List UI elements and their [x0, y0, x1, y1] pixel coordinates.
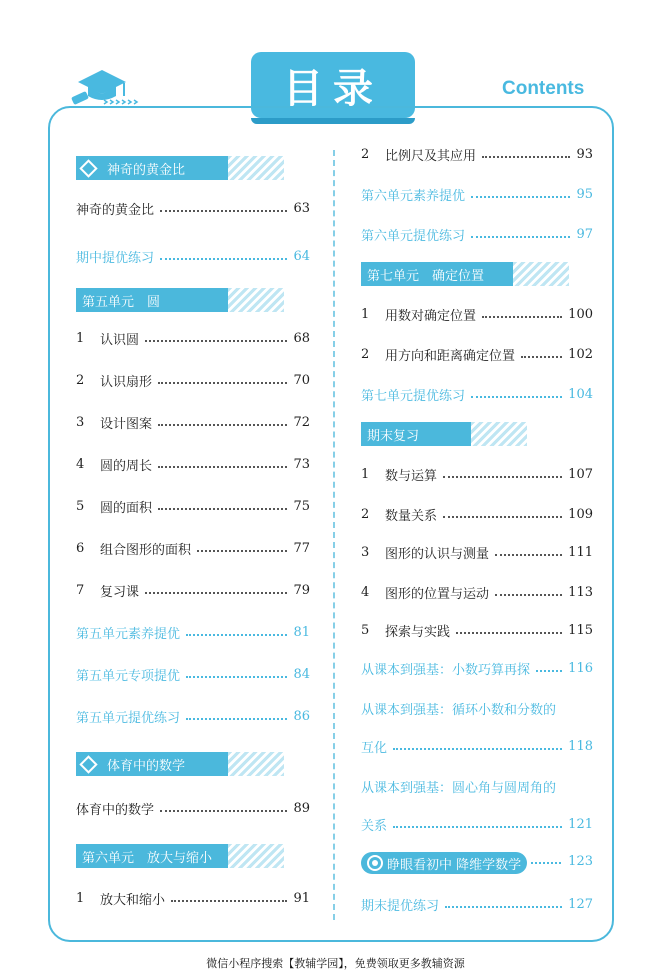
leader-dots — [471, 196, 570, 198]
leader-dots — [197, 550, 287, 552]
entry-label: 从课本到强基：小数巧算再探 — [361, 662, 531, 678]
page-title: 目录 — [251, 52, 415, 118]
entry-label: 互化 — [361, 740, 388, 756]
toc-entry[interactable] — [361, 504, 593, 524]
entry-label: 圆的面积 — [100, 500, 153, 516]
toc-entry[interactable] — [76, 622, 310, 642]
leader-dots — [393, 748, 562, 750]
entry-number: 4 — [361, 584, 370, 600]
footer-note: 微信小程序搜索【教辅学园】，免费领取更多教辅资源 — [206, 957, 465, 970]
toc-entry[interactable] — [361, 304, 593, 324]
entry-label: 放大和缩小 — [100, 892, 166, 908]
leader-dots — [158, 466, 287, 468]
page-number: 121 — [568, 816, 593, 832]
leader-dots — [471, 396, 562, 398]
toc-entry[interactable] — [361, 814, 593, 834]
page-number: 79 — [293, 582, 310, 598]
leader-dots — [471, 236, 570, 238]
entry-number: 1 — [361, 306, 370, 322]
entry-number: 2 — [361, 346, 370, 362]
page-number: 70 — [293, 372, 310, 388]
entry-label: 第五单元专项提优 — [76, 668, 181, 684]
leader-dots — [443, 476, 562, 478]
diamond-icon — [79, 755, 97, 773]
leader-dots — [482, 316, 562, 318]
toc-entry-pill[interactable] — [361, 852, 593, 874]
leader-dots — [495, 554, 562, 556]
toc-entry[interactable] — [76, 328, 310, 348]
toc-entry[interactable] — [361, 144, 593, 164]
toc-entry[interactable] — [76, 798, 310, 818]
toc-entry[interactable] — [76, 246, 310, 266]
page-number: 93 — [576, 146, 593, 162]
toc-entry[interactable] — [361, 582, 593, 602]
toc-entry[interactable] — [76, 538, 310, 558]
toc-entry[interactable] — [361, 224, 593, 244]
contents-label: Contents — [502, 78, 585, 99]
entry-label: 关系 — [361, 818, 388, 834]
section-header — [76, 288, 228, 312]
section-header — [361, 422, 471, 446]
leader-dots — [158, 508, 287, 510]
entry-label: 第七单元提优练习 — [361, 388, 466, 404]
entry-label: 图形的位置与运动 — [385, 586, 490, 602]
page-number: 73 — [293, 456, 310, 472]
toc-entry[interactable] — [76, 496, 310, 516]
leader-dots — [160, 810, 287, 812]
entry-number: 4 — [76, 456, 85, 472]
leader-dots — [160, 258, 287, 260]
page-number: 91 — [293, 890, 310, 906]
entry-number: 6 — [76, 540, 85, 556]
leader-dots — [495, 594, 562, 596]
leader-dots — [186, 676, 287, 678]
page-number: 113 — [568, 584, 593, 600]
toc-entry[interactable] — [76, 412, 310, 432]
entry-number: 1 — [76, 330, 85, 346]
leader-dots — [482, 156, 570, 158]
toc-entry[interactable] — [361, 464, 593, 484]
column-divider — [333, 150, 335, 920]
toc-entry[interactable] — [76, 580, 310, 600]
entry-number: 5 — [361, 622, 370, 638]
page-number: 68 — [293, 330, 310, 346]
section-hatch-decoration — [471, 422, 527, 446]
leader-dots — [531, 862, 561, 864]
toc-entry[interactable] — [76, 888, 310, 908]
toc-entry[interactable] — [361, 698, 593, 718]
toc-entry[interactable] — [361, 736, 593, 756]
leader-dots — [171, 900, 287, 902]
page-number: 72 — [293, 414, 310, 430]
section-hatch-decoration — [228, 156, 284, 180]
leader-dots — [186, 634, 287, 636]
entry-label: 第六单元提优练习 — [361, 228, 466, 244]
toc-entry[interactable] — [361, 776, 593, 796]
entry-label: 从课本到强基：圆心角与圆周角的 — [361, 780, 557, 796]
section-title: 第五单元 圆 — [82, 294, 161, 310]
section-title: 体育中的数学 — [107, 758, 186, 774]
toc-entry[interactable] — [76, 664, 310, 684]
page-number: 75 — [293, 498, 310, 514]
leader-dots — [145, 592, 287, 594]
pill-label: 睁眼看初中 降维学数学 — [387, 857, 522, 873]
toc-entry[interactable] — [361, 658, 593, 678]
toc-entry[interactable] — [76, 198, 310, 218]
page-number: 107 — [568, 466, 593, 482]
leader-dots — [145, 340, 287, 342]
section-hatch-decoration — [228, 844, 284, 868]
leader-dots — [393, 826, 562, 828]
pill-badge — [361, 852, 527, 874]
entry-label: 期末提优练习 — [361, 898, 440, 914]
leader-dots — [445, 906, 562, 908]
page-number: 109 — [568, 506, 593, 522]
section-header — [76, 156, 228, 180]
entry-number: 2 — [361, 146, 370, 162]
leader-dots — [536, 670, 562, 672]
entry-label: 体育中的数学 — [76, 802, 155, 818]
entry-label: 探索与实践 — [385, 624, 451, 640]
section-header — [361, 262, 513, 286]
page-number: 115 — [568, 622, 593, 638]
page-number: 81 — [293, 624, 310, 640]
entry-label: 认识圆 — [100, 332, 140, 348]
toc-entry[interactable] — [361, 344, 593, 364]
entry-number: 3 — [361, 544, 370, 560]
page-number: 104 — [568, 386, 593, 402]
toc-entry[interactable] — [361, 894, 593, 914]
entry-label: 用数对确定位置 — [385, 308, 477, 324]
entry-label: 用方向和距离确定位置 — [385, 348, 516, 364]
entry-label: 圆的周长 — [100, 458, 153, 474]
page-number: 127 — [568, 896, 593, 912]
toc-entry[interactable] — [76, 706, 310, 726]
section-title: 期末复习 — [367, 428, 420, 444]
graduation-cap-icon — [70, 66, 150, 110]
entry-label: 第五单元素养提优 — [76, 626, 181, 642]
section-hatch-decoration — [228, 752, 284, 776]
entry-label: 第六单元素养提优 — [361, 188, 466, 204]
entry-number: 7 — [76, 582, 85, 598]
entry-label: 数量关系 — [385, 508, 438, 524]
page-number: 95 — [576, 186, 593, 202]
toc-entry[interactable] — [361, 384, 593, 404]
leader-dots — [521, 356, 562, 358]
leader-dots — [456, 632, 562, 634]
entry-label: 设计图案 — [100, 416, 153, 432]
toc-entry[interactable] — [76, 454, 310, 474]
entry-label: 组合图形的面积 — [100, 542, 192, 558]
entry-label: 神奇的黄金比 — [76, 202, 155, 218]
leader-dots — [160, 210, 287, 212]
page-number: 86 — [293, 708, 310, 724]
section-title: 第七单元 确定位置 — [367, 268, 485, 284]
entry-label: 图形的认识与测量 — [385, 546, 490, 562]
toc-entry[interactable] — [361, 542, 593, 562]
diamond-icon — [79, 159, 97, 177]
leader-dots — [158, 424, 287, 426]
toc-entry[interactable] — [361, 620, 593, 640]
entry-label: 复习课 — [100, 584, 140, 600]
toc-entry[interactable] — [76, 370, 310, 390]
entry-number: 3 — [76, 414, 85, 430]
leader-dots — [186, 718, 287, 720]
section-hatch-decoration — [228, 288, 284, 312]
section-header — [76, 844, 228, 868]
page-number: 118 — [568, 738, 593, 754]
leader-dots — [443, 516, 562, 518]
page-number: 100 — [568, 306, 593, 322]
page-number: 123 — [568, 854, 593, 869]
page-number: 77 — [293, 540, 310, 556]
entry-number: 2 — [76, 372, 85, 388]
entry-label: 从课本到强基：循环小数和分数的 — [361, 702, 557, 718]
entry-number: 2 — [361, 506, 370, 522]
page-number: 64 — [293, 248, 310, 264]
page-number: 102 — [568, 346, 593, 362]
leader-dots — [158, 382, 287, 384]
entry-label: 比例尺及其应用 — [385, 148, 477, 164]
entry-number: 5 — [76, 498, 85, 514]
entry-number: 1 — [76, 890, 85, 906]
section-header — [76, 752, 228, 776]
page-number: 63 — [293, 200, 310, 216]
page-number: 116 — [568, 660, 593, 676]
section-hatch-decoration — [513, 262, 569, 286]
entry-label: 数与运算 — [385, 468, 438, 484]
toc-entry[interactable] — [361, 184, 593, 204]
page-number: 89 — [293, 800, 310, 816]
page-number: 84 — [293, 666, 310, 682]
entry-label: 认识扇形 — [100, 374, 153, 390]
target-circle-icon — [367, 855, 383, 871]
entry-label: 第五单元提优练习 — [76, 710, 181, 726]
entry-number: 1 — [361, 466, 370, 482]
section-title: 神奇的黄金比 — [107, 162, 186, 178]
page-number: 111 — [568, 544, 593, 560]
page-number: 97 — [576, 226, 593, 242]
entry-label: 期中提优练习 — [76, 250, 155, 266]
section-title: 第六单元 放大与缩小 — [82, 850, 213, 866]
